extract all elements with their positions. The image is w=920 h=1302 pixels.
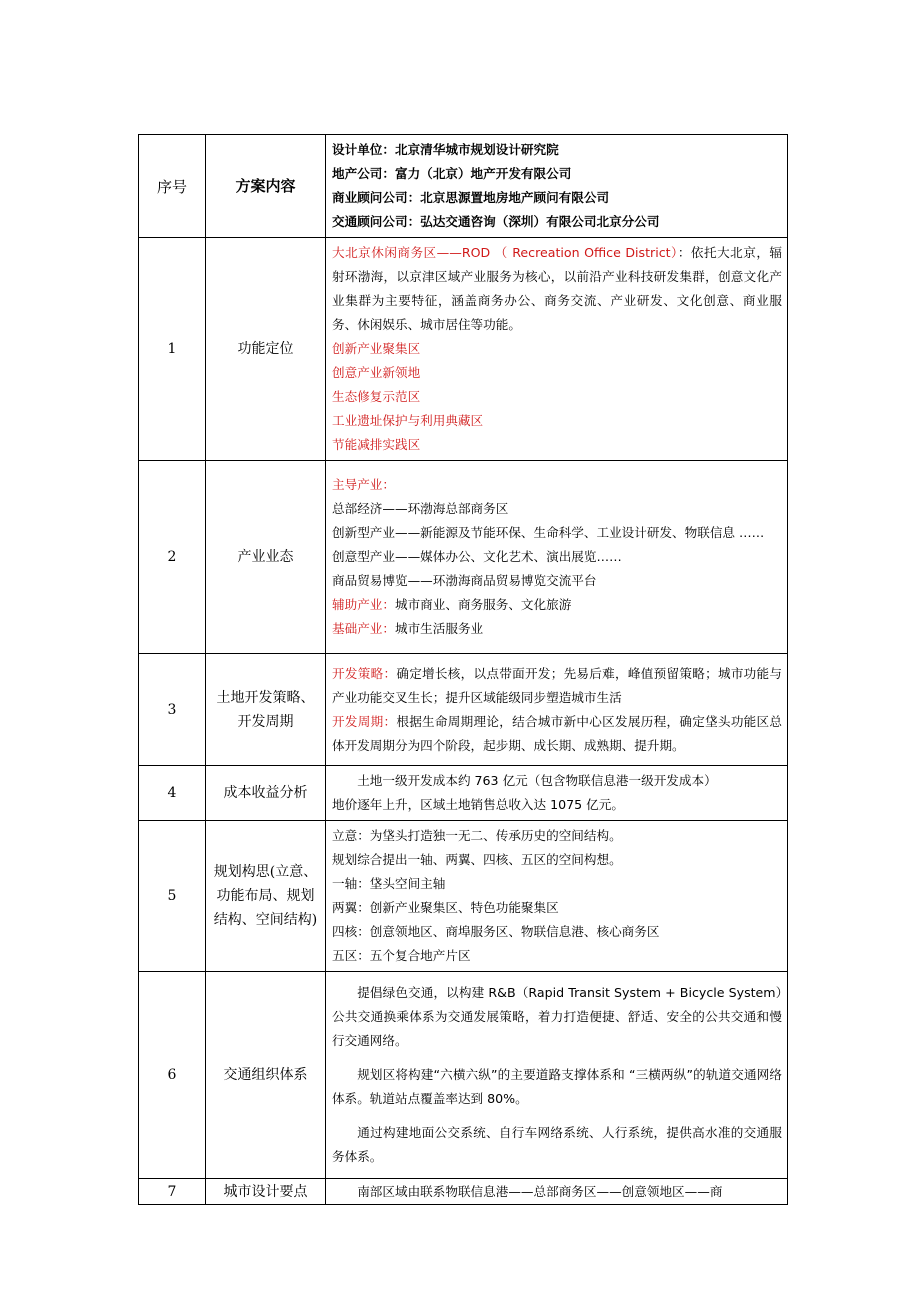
- strategy-label: 开发策略：: [332, 665, 397, 681]
- row-number: 4: [139, 766, 206, 821]
- rod-description: ：依托大北京，辐射环渤海，以京津区域产业服务为核心，以前沿产业科技研发集群，创意文化产业集群为主要特征，涵盖商务办公、商务交流、产业研发、文化创意、商业服务、休闲娱乐、城市居住等功能。: [332, 245, 782, 332]
- row-title: 产业业态: [206, 461, 326, 654]
- row-title: 城市设计要点: [206, 1179, 326, 1205]
- list-item: 一轴：垡头空间主轴: [332, 876, 446, 891]
- table-row: [139, 654, 788, 766]
- base-industry-label: 基础产业：: [332, 621, 395, 636]
- table-row: [139, 766, 788, 821]
- list-item: 节能减排实践区: [332, 437, 421, 452]
- list-item: 五区：五个复合地产片区: [332, 948, 471, 963]
- aux-industry: [332, 593, 782, 617]
- traffic-paragraph: 通过构建地面公交系统、自行车网络系统、人行系统，提供高水准的交通服务体系。: [332, 1125, 782, 1164]
- row-title: 功能定位: [206, 238, 326, 461]
- list-item: 创新型产业——新能源及节能环保、生命科学、工业设计研发、物联信息 ……: [332, 525, 765, 540]
- row-number: 3: [139, 654, 206, 766]
- table-row: [139, 821, 788, 972]
- main-industry-label: 主导产业：: [332, 477, 395, 492]
- row-title: [206, 654, 326, 766]
- list-item: 规划综合提出一轴、两翼、四核、五区的空间构想。: [332, 852, 622, 867]
- row-number: 1: [139, 238, 206, 461]
- developer: 地产公司：富力（北京）地产开发有限公司: [332, 166, 572, 181]
- header-info: [326, 135, 788, 238]
- table-row: [139, 238, 788, 461]
- table-row: [139, 972, 788, 1179]
- design-point-line: 南部区域由联系物联信息港——总部商务区——创意领地区——商: [357, 1183, 723, 1199]
- rod-label: 大北京休闲商务区——ROD （ Recreation Office District）: [332, 245, 678, 260]
- strategy-text: 确定增长核，以点带面开发；先易后难，峰值预留策略；城市功能与产业功能交叉生长；提升区域能级同步塑造城市生活: [332, 665, 783, 705]
- title-line: 开发周期: [237, 713, 294, 730]
- list-item: 两翼：创新产业聚集区、特色功能聚集区: [332, 900, 559, 915]
- table-row: [139, 461, 788, 654]
- cycle-text: 根据生命周期理论，结合城市新中心区发展历程，确定垡头功能区总体开发周期分为四个阶段，起步期、成长期、成熟期、提升期。: [332, 713, 783, 753]
- aux-industry-text: 城市商业、商务服务、文化旅游: [394, 597, 572, 612]
- title-line: 功能布局、规划: [216, 888, 315, 904]
- list-item: 总部经济——环渤海总部商务区: [332, 501, 509, 516]
- row-number: 2: [139, 461, 206, 654]
- row-title: 交通组织体系: [206, 972, 326, 1179]
- row-detail: [326, 654, 788, 766]
- row-detail: [326, 238, 788, 461]
- header-plan-content: 方案内容: [206, 135, 326, 238]
- table-header-row: [139, 135, 788, 238]
- row-number: 5: [139, 821, 206, 972]
- list-item: 四核：创意领地区、商埠服务区、物联信息港、核心商务区: [332, 924, 660, 939]
- row-detail: [326, 821, 788, 972]
- development-strategy: [332, 662, 782, 710]
- traffic-paragraph: 规划区将构建“六横六纵”的主要道路支撑体系和 “三横两纵”的轨道交通网络体系。轨道站点覆盖率达到 80%。: [332, 1067, 782, 1106]
- row-number: 6: [139, 972, 206, 1179]
- list-item: 生态修复示范区: [332, 389, 421, 404]
- row-detail: [326, 766, 788, 821]
- row-title: [206, 821, 326, 972]
- design-unit: 设计单位：北京清华城市规划设计研究院: [332, 142, 559, 157]
- aux-industry-label: 辅助产业：: [332, 597, 395, 612]
- header-number: 序号: [139, 135, 206, 238]
- list-item: 创新产业聚集区: [332, 341, 421, 356]
- plan-table: [138, 134, 788, 1205]
- list-item: 创意产业新领地: [332, 365, 421, 380]
- cycle-label: 开发周期：: [332, 713, 397, 729]
- table-row: [139, 1179, 788, 1205]
- row-title: 成本收益分析: [206, 766, 326, 821]
- development-cycle: [332, 710, 782, 758]
- traffic-paragraph: 提倡绿色交通，以构建 R&B（Rapid Transit System + Bicycle System）公共交通换乘体系为交通发展策略，着力打造便捷、舒适、安全的公共交通和慢行交通网络。: [332, 985, 782, 1048]
- title-line: 结构、空间结构): [213, 912, 318, 928]
- traffic-consultant: 交通顾问公司：弘达交通咨询（深圳）有限公司北京分公司: [332, 214, 660, 229]
- base-industry: [332, 617, 782, 641]
- list-item: 立意：为垡头打造独一无二、传承历史的空间结构。: [332, 828, 622, 843]
- positioning-intro: [332, 241, 782, 337]
- row-detail: [326, 972, 788, 1179]
- row-detail: [326, 1179, 788, 1205]
- cost-line: 土地一级开发成本约 763 亿元（包含物联信息港一级开发成本）: [357, 773, 717, 788]
- row-number: 7: [139, 1179, 206, 1205]
- title-line: 土地开发策略、: [216, 689, 315, 706]
- revenue-line: 地价逐年上升，区域土地销售总收入达 1075 亿元。: [332, 797, 624, 812]
- list-item: 工业遗址保护与利用典藏区: [332, 413, 484, 428]
- row-detail: [326, 461, 788, 654]
- list-item: 创意型产业——媒体办公、文化艺术、演出展览……: [332, 549, 622, 564]
- base-industry-text: 城市生活服务业: [394, 621, 484, 636]
- list-item: 商品贸易博览——环渤海商品贸易博览交流平台: [332, 573, 597, 588]
- commercial-consultant: 商业顾问公司：北京思源置地房地产顾问有限公司: [332, 190, 610, 205]
- title-line: 规划构思(立意、: [213, 864, 318, 880]
